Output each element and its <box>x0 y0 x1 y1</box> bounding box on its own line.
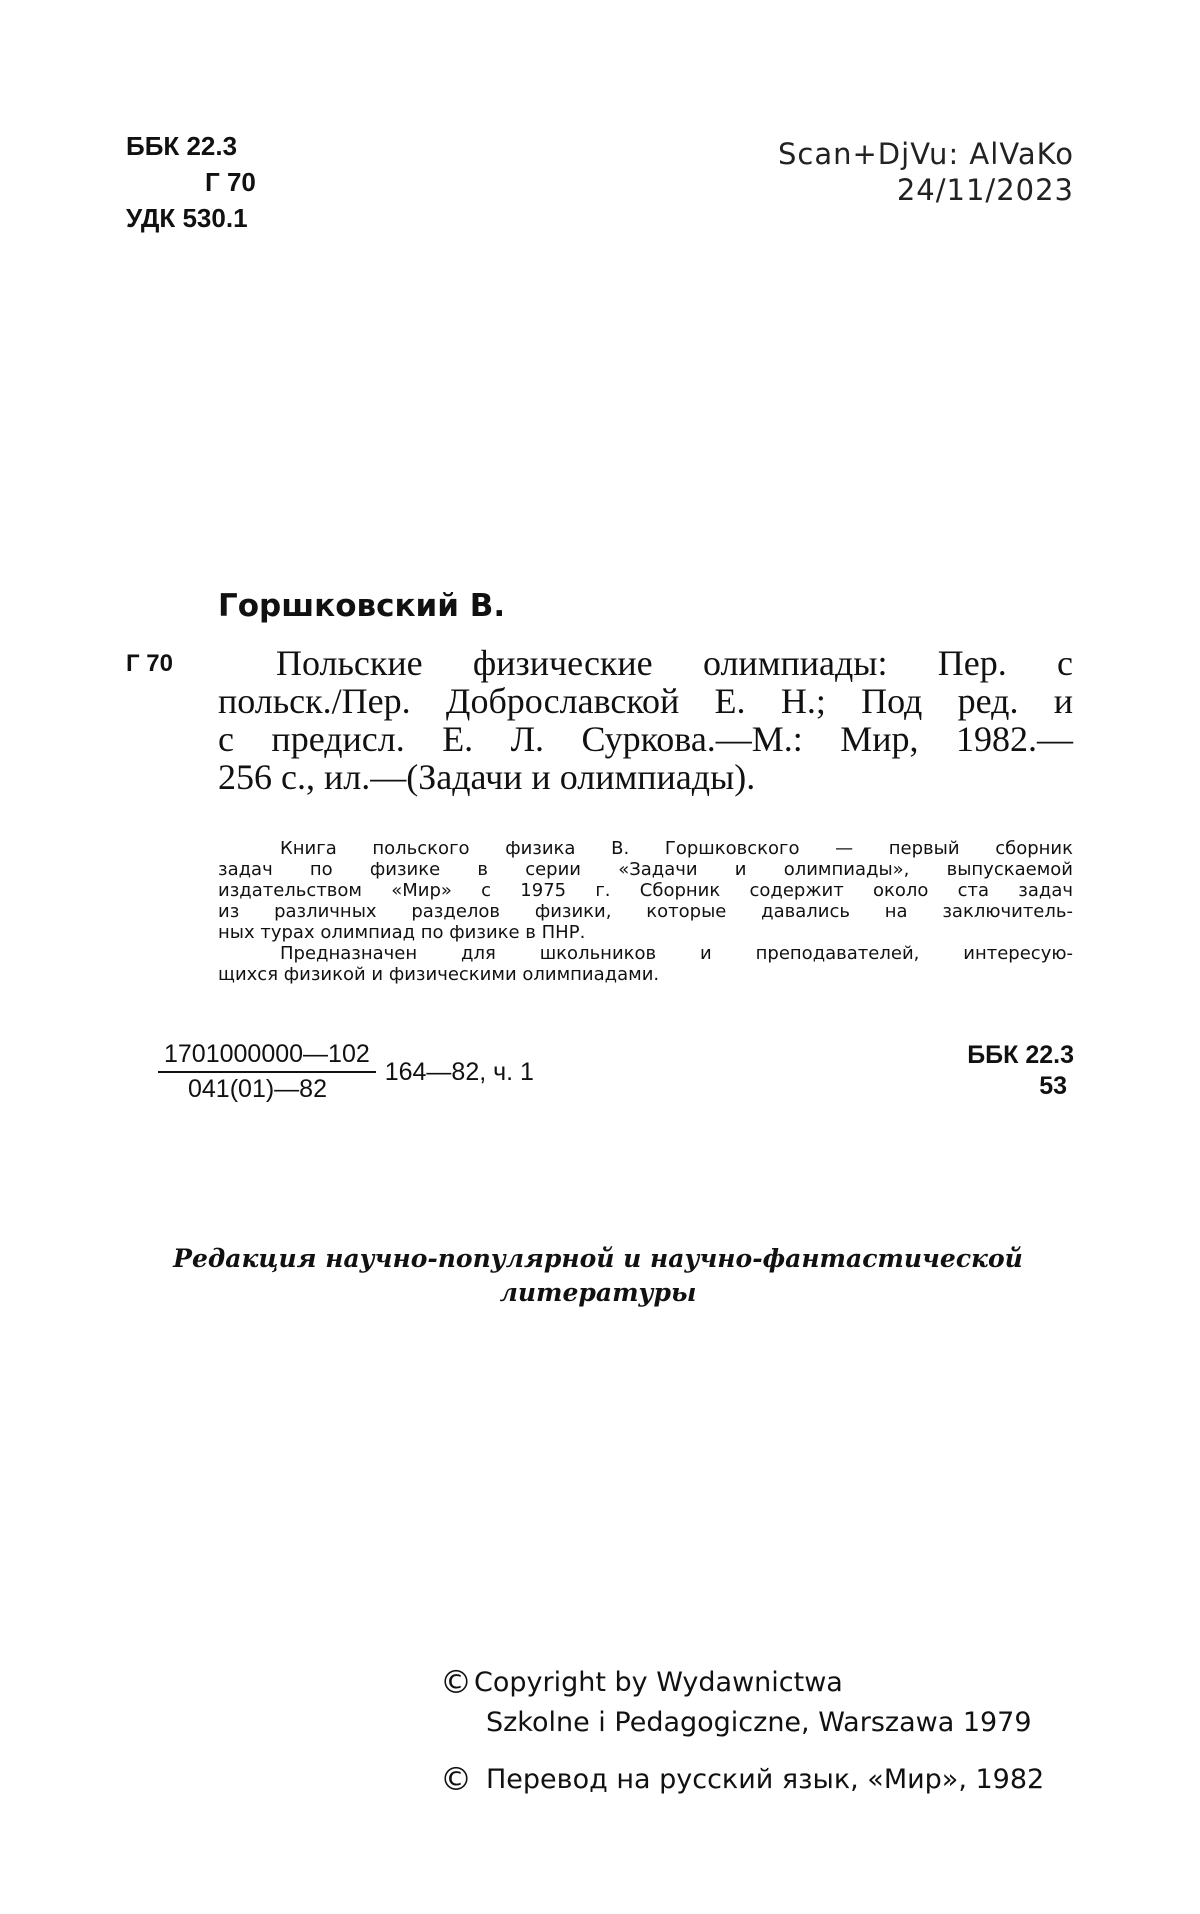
editorial-line-1: Редакция научно-популярной и научно-фантастической <box>173 1244 1023 1273</box>
copyright-block <box>440 1662 1044 1800</box>
udk-code: УДК 530.1 <box>126 203 248 233</box>
bbk-index <box>967 1040 1074 1102</box>
author-name: Горшковский В. <box>218 588 506 624</box>
bib-line: польск./Пер. Доброславской Е. Н.; Под ред. и <box>218 681 1073 721</box>
annotation-line: Предназначен для школьников и преподавателей, интересую- <box>280 943 1073 964</box>
index-denominator: 041(01)—82 <box>188 1075 327 1103</box>
annotation-line: щихся физикой и физическими олимпиадами. <box>218 964 660 985</box>
bbk-code: ББК 22.3 <box>126 131 238 161</box>
copyright-icon: © <box>440 1760 472 1798</box>
bib-line: 256 с., ил.—(Задачи и олимпиады). <box>218 757 756 797</box>
copyright-icon: © <box>440 1663 472 1701</box>
index-suffix: 164—82, ч. 1 <box>384 1057 534 1086</box>
index-numerator: 1701000000—102 <box>158 1040 376 1073</box>
annotation-line: из различных разделов физики, которые давались на заключитель- <box>218 901 1073 922</box>
index-fraction <box>158 1040 534 1104</box>
bib-line: с предисл. Е. Л. Суркова.—М.: Мир, 1982.— <box>218 719 1073 759</box>
annotation-line: задач по физике в серии «Задачи и олимпиады», выпускаемой <box>218 859 1073 880</box>
bbk-index-sub: 53 <box>1039 1072 1067 1100</box>
editorial-office <box>148 1242 1048 1310</box>
bbk-index-code: ББК 22.3 <box>967 1041 1074 1069</box>
editorial-line-2: литературы <box>499 1278 697 1307</box>
scan-credit <box>778 136 1074 208</box>
author-mark: Г 70 <box>205 167 256 197</box>
copyright-line-3: Перевод на русский язык, «Мир», 1982 <box>486 1764 1045 1795</box>
bibliographic-code: Г 70 <box>126 650 173 677</box>
annotation-line: ных турах олимпиад по физике в ПНР. <box>218 922 586 943</box>
annotation-line: издательством «Мир» с 1975 г. Сборник содержит около ста задач <box>218 880 1073 901</box>
copyright-line-2: Szkolne i Pedagogiczne, Warszawa 1979 <box>486 1707 1032 1738</box>
annotation-line: Книга польского физика В. Горшковского — первый сборник <box>280 838 1073 859</box>
bibliographic-description <box>218 644 1073 796</box>
annotation <box>218 838 1073 985</box>
copyright-translation <box>440 1759 1044 1800</box>
scan-credit-label: Scan+DjVu: AlVaKo <box>778 137 1074 171</box>
copyright-original <box>440 1662 1044 1703</box>
scan-date: 24/11/2023 <box>896 173 1074 207</box>
bib-line: Польские физические олимпиады: Пер. с <box>276 643 1073 683</box>
copyright-line-1: Copyright by Wydawnictwa <box>474 1667 843 1698</box>
